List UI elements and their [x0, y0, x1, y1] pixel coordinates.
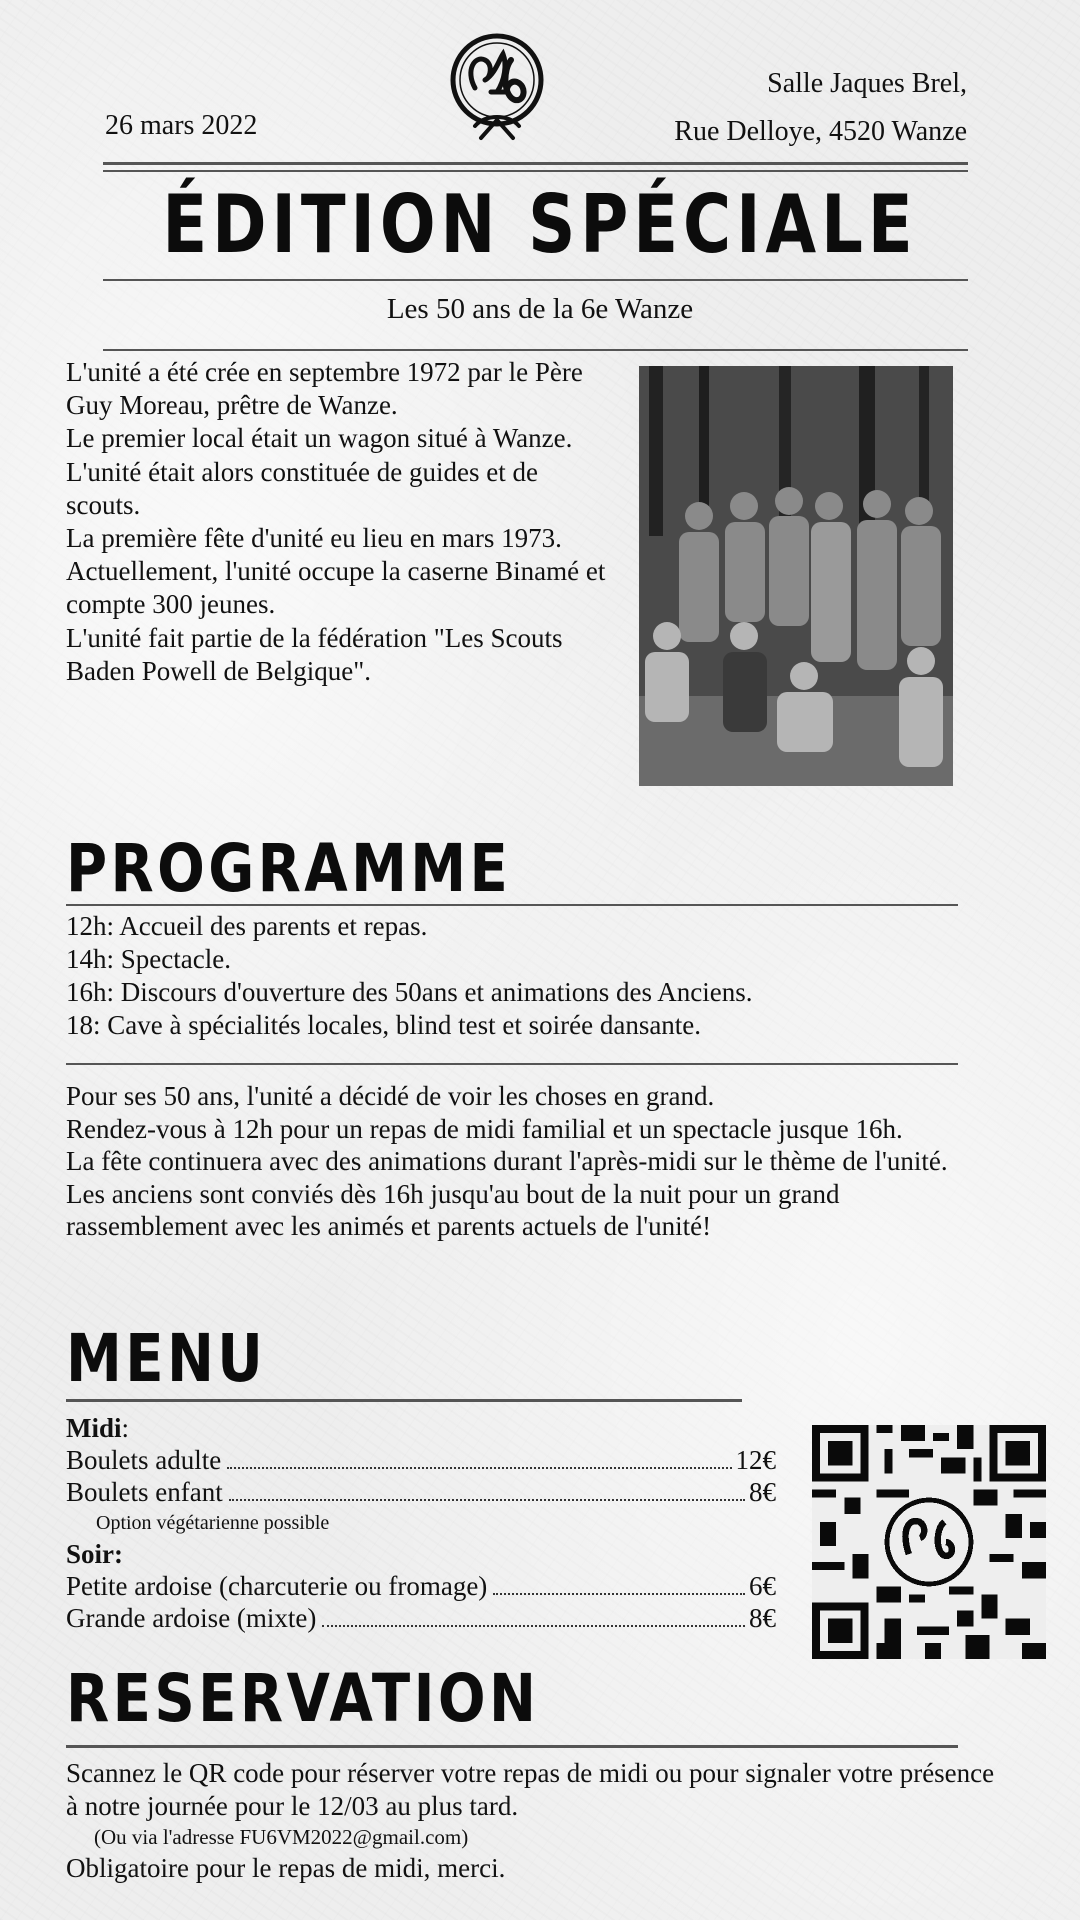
menu-item-price: 8€ [749, 1603, 776, 1633]
programme-description [66, 1080, 986, 1243]
programme-heading: PROGRAMME [66, 830, 512, 907]
menu-heading: MENU [66, 1320, 267, 1397]
programme-paragraph: Pour ses 50 ans, l'unité a décidé de voir les choses en grand. [66, 1081, 715, 1111]
menu-item-name: Petite ardoise (charcuterie ou fromage) [66, 1571, 488, 1601]
menu-soir-label: Soir: [66, 1539, 123, 1569]
menu-list [66, 1412, 776, 1634]
menu-item-name: Grande ardoise (mixte) [66, 1603, 317, 1633]
address-line-1: Salle Jaques Brel, [767, 68, 967, 99]
programme-rule [66, 904, 958, 906]
group-photo [639, 366, 953, 786]
menu-dots [493, 1593, 745, 1595]
intro-paragraph: L'unité a été crée en septembre 1972 par le Père Guy Moreau, prêtre de Wanze. [66, 357, 583, 421]
menu-item-price: 12€ [735, 1445, 776, 1475]
programme-text-rule [66, 1063, 958, 1065]
menu-dots [227, 1467, 731, 1469]
programme-item: 14h: Spectacle. [66, 944, 231, 974]
intro-paragraph: Actuellement, l'unité occupe la caserne Binamé et compte 300 jeunes. [66, 556, 606, 620]
fleur-de-lis-logo-icon [445, 30, 550, 148]
menu-item [66, 1476, 776, 1508]
menu-midi-label: Midi [66, 1413, 122, 1443]
menu-dots [229, 1499, 745, 1501]
menu-item [66, 1602, 776, 1634]
menu-item-price: 6€ [749, 1571, 776, 1601]
menu-item [66, 1570, 776, 1602]
menu-item [66, 1444, 776, 1476]
qr-code-icon[interactable] [812, 1425, 1046, 1659]
address-line-2: Rue Delloye, 4520 Wanze [674, 116, 967, 147]
intro-paragraph: L'unité fait partie de la fédération "Les Scouts Baden Powell de Belgique". [66, 622, 563, 686]
reservation-note: Obligatoire pour le repas de midi, merci. [66, 1853, 506, 1883]
programme-paragraph: Les anciens sont conviés dès 16h jusqu'au bout de la nuit pour un grand rassemblement avec les animés et parents actuels de l'unité! [66, 1178, 840, 1241]
intro-paragraph: Le premier local était un wagon situé à Wanze. L'unité était alors constituée de guides et de scouts. [66, 423, 573, 520]
reservation-email: (Ou via l'adresse FU6VM2022@gmail.com) [94, 1825, 469, 1849]
programme-paragraph: Rendez-vous à 12h pour un repas de midi familial et un spectacle jusque 16h. [66, 1113, 903, 1144]
header-rule-bottom [103, 170, 968, 172]
reservation-text [66, 1757, 996, 1885]
group-photo-icon [639, 366, 953, 786]
menu-note: Option végétarienne possible [96, 1512, 330, 1534]
reservation-heading: RESERVATION [66, 1660, 540, 1737]
programme-list [66, 910, 752, 1042]
menu-item-name: Boulets enfant [66, 1477, 223, 1507]
header-rule-top [103, 162, 968, 165]
menu-item-name: Boulets adulte [66, 1445, 222, 1475]
programme-item: 16h: Discours d'ouverture des 50ans et animations des Anciens. [66, 977, 753, 1007]
intro-text [66, 356, 606, 688]
menu-rule [66, 1399, 742, 1402]
reservation-rule [66, 1745, 958, 1748]
programme-item: 12h: Accueil des parents et repas. [66, 911, 428, 941]
menu-midi-colon: : [121, 1413, 130, 1443]
title-rule [103, 279, 968, 281]
reservation-instruction: Scannez le QR code pour réserver votre repas de midi ou pour signaler votre présence à notre journée pour le 12/03 au plus tard. [66, 1758, 995, 1821]
subtitle-rule [103, 349, 968, 351]
intro-paragraph: La première fête d'unité eu lieu en mars 1973. [66, 523, 562, 554]
programme-paragraph: La fête continuera avec des animations durant l'après-midi sur le thème de l'unité. [66, 1146, 948, 1176]
page-subtitle: Les 50 ans de la 6e Wanze [386, 293, 694, 325]
menu-item-price: 8€ [749, 1477, 776, 1507]
event-date: 26 mars 2022 [105, 110, 258, 141]
page-title: ÉDITION SPÉCIALE [162, 178, 918, 271]
menu-dots [322, 1625, 745, 1627]
programme-item: 18: Cave à spécialités locales, blind test et soirée dansante. [66, 1010, 702, 1040]
